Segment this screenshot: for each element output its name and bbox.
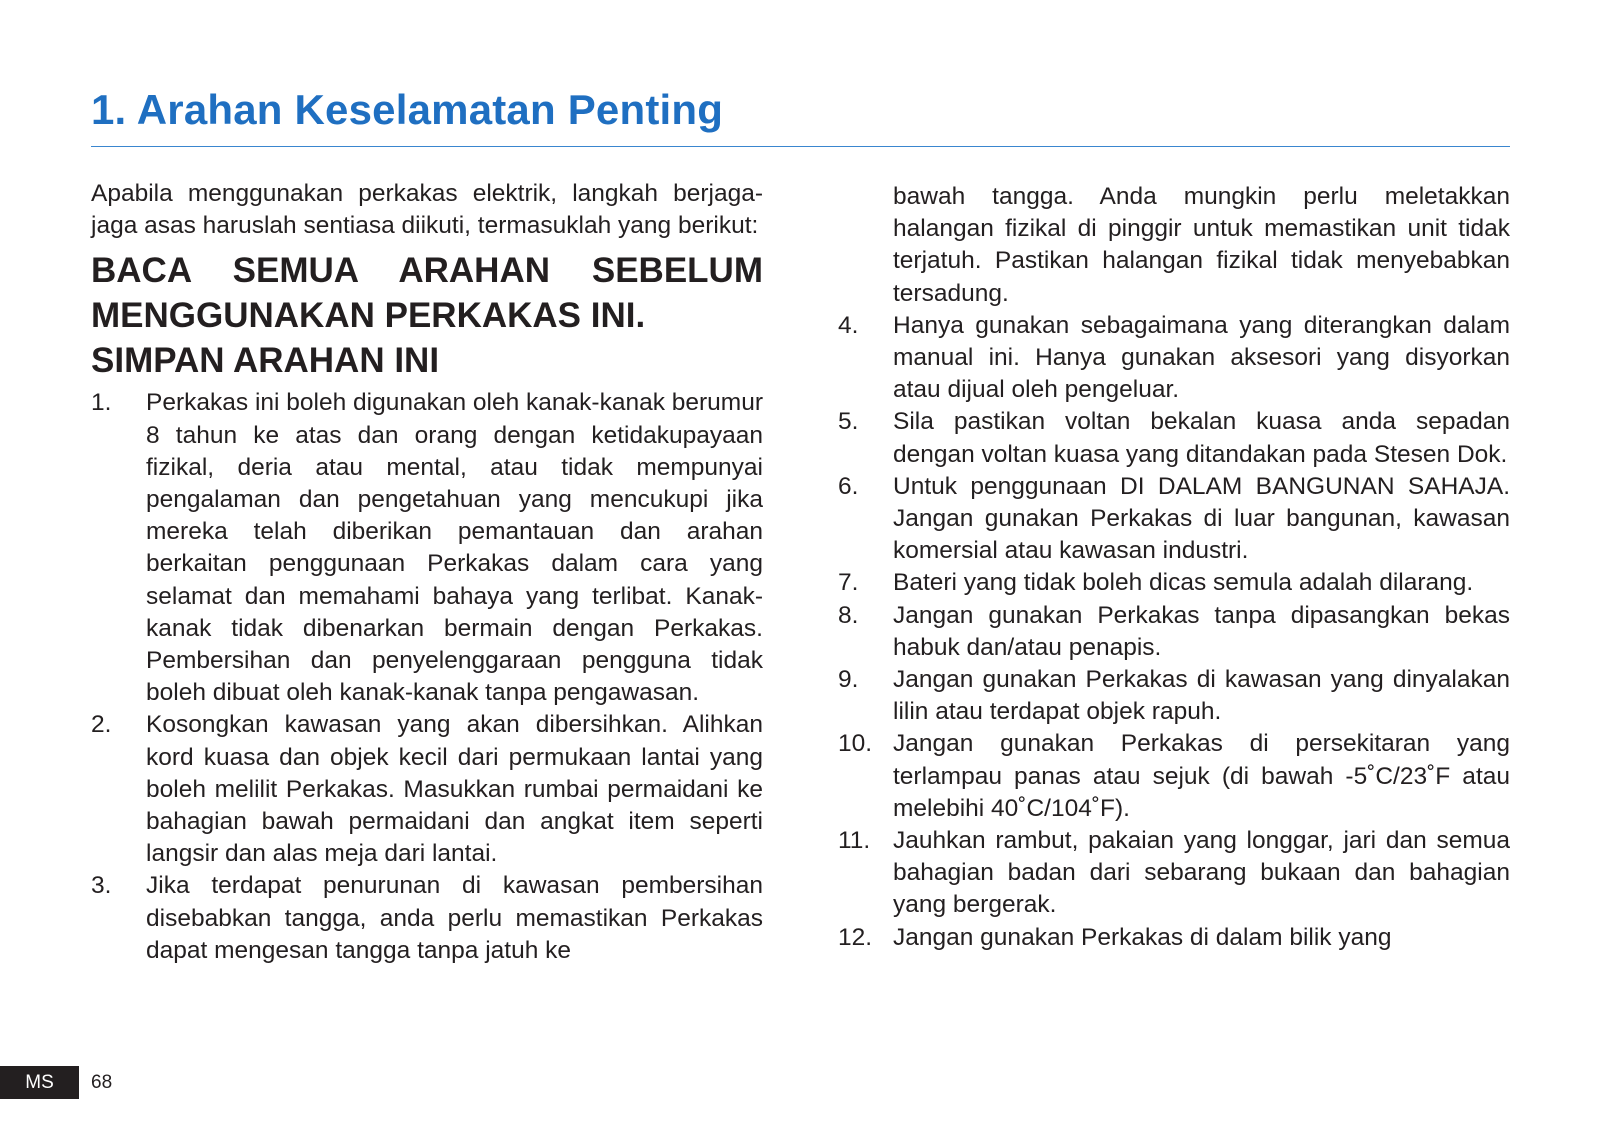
list-item [838,310,1510,407]
page-title: 1. Arahan Keselamatan Penting [91,86,724,133]
warning-line-2: MENGGUNAKAN PERKAKAS INI. [91,296,646,336]
list-item-number: 6. [838,472,859,500]
list-item-number: 4. [838,311,859,339]
right-column [838,181,1510,954]
list-item [91,387,763,709]
list-item [838,600,1510,664]
page-number: 68 [91,1072,113,1093]
list-item-number: 3. [91,872,112,900]
warning-line-3: SIMPAN ARAHAN INI [91,341,440,381]
list-item-text: Jika terdapat penurunan di kawasan pembersihan disebabkan tangga, anda perlu memastikan Perkakas dapat mengesan tangga tanpa jatuh ke [146,872,763,964]
safety-list-left [91,387,763,967]
list-item-text: Hanya gunakan sebagaimana yang diterangkan dalam manual ini. Hanya gunakan aksesori yang disyorkan atau dijual oleh pengeluar. [893,311,1510,404]
left-column [91,178,763,967]
list-item [91,870,763,967]
list-item-text: Jangan gunakan Perkakas di persekitaran yang terlampau panas atau sejuk (di bawah -5˚C/23˚F atau melebihi 40˚C/104˚F). [893,730,1510,822]
list-item-text: Perkakas ini boleh digunakan oleh kanak-kanak berumur 8 tahun ke atas dan orang dengan ketidakupayaan fizikal, deria atau mental, atau tidak mempunyai pengalaman dan pengetahuan yang mencukupi jika mereka telah diberikan pemantauan dan arahan berkaitan penggunaan Perkakas dalam cara yang selamat dan memahami bahaya yang terlibat. Kanak-kanak tidak dibenarkan bermain dengan Perkakas. Pembersihan dan penyelenggaraan pengguna tidak boleh dibuat oleh kanak-kanak tanpa pengawasan. [146,389,763,707]
list-item-text: Jangan gunakan Perkakas di kawasan yang dinyalakan lilin atau terdapat objek rapuh. [893,666,1510,726]
list-item [838,728,1510,825]
list-item [838,664,1510,728]
list-item-text: Jangan gunakan Perkakas di dalam bilik yang [893,923,1392,951]
list-item-continuation: bawah tangga. Anda mungkin perlu meletakkan halangan fizikal di pinggir untuk memastikan unit tidak terjatuh. Pastikan halangan fizikal tidak menyebabkan tersadung. [893,183,1510,307]
list-item-number: 10. [838,730,873,758]
list-item [838,922,1510,954]
list-item [838,567,1510,599]
list-item-number: 11. [838,827,871,855]
warning-line-1: BACA SEMUA ARAHAN SEBELUM [91,251,763,291]
list-item-text: Jauhkan rambut, pakaian yang longgar, jari dan semua bahagian badan dari sebarang bukaan dan bahagian yang bergerak. [893,827,1510,919]
title-divider [91,146,1510,147]
list-item-number: 1. [91,389,112,417]
list-item-text: Jangan gunakan Perkakas tanpa dipasangkan bekas habuk dan/atau penapis. [893,601,1510,661]
list-item-number: 8. [838,601,859,629]
list-item [838,471,1510,568]
list-item-text: Sila pastikan voltan bekalan kuasa anda sepadan dengan voltan kuasa yang ditandakan pada Stesen Dok. [893,408,1510,468]
list-item-text: Kosongkan kawasan yang akan dibersihkan. Alihkan kord kuasa dan objek kecil dari permukaan lantai yang boleh melilit Perkakas. Masukkan rumbai permaidani ke bahagian bawah permaidani dan angkat item seperti langsir dan alas meja dari lantai. [146,711,763,868]
list-item-number: 2. [91,711,112,739]
safety-list-right [838,310,1510,954]
list-item-number: 9. [838,666,859,694]
warning-heading [91,248,763,383]
list-item [838,406,1510,470]
list-item [91,709,763,870]
list-item-text: Bateri yang tidak boleh dicas semula adalah dilarang. [893,569,1474,597]
intro-paragraph: Apabila menggunakan perkakas elektrik, langkah berjaga-jaga asas haruslah sentiasa diikuti, termasuklah yang berikut: [91,180,763,240]
list-item-number: 12. [838,923,873,951]
list-item-text: Untuk penggunaan DI DALAM BANGUNAN SAHAJA. Jangan gunakan Perkakas di luar bangunan, kawasan komersial atau kawasan industri. [893,472,1510,565]
list-item-number: 7. [838,569,859,597]
list-item [838,825,1510,922]
language-tab: MS [0,1066,79,1099]
list-item-number: 5. [838,408,859,436]
